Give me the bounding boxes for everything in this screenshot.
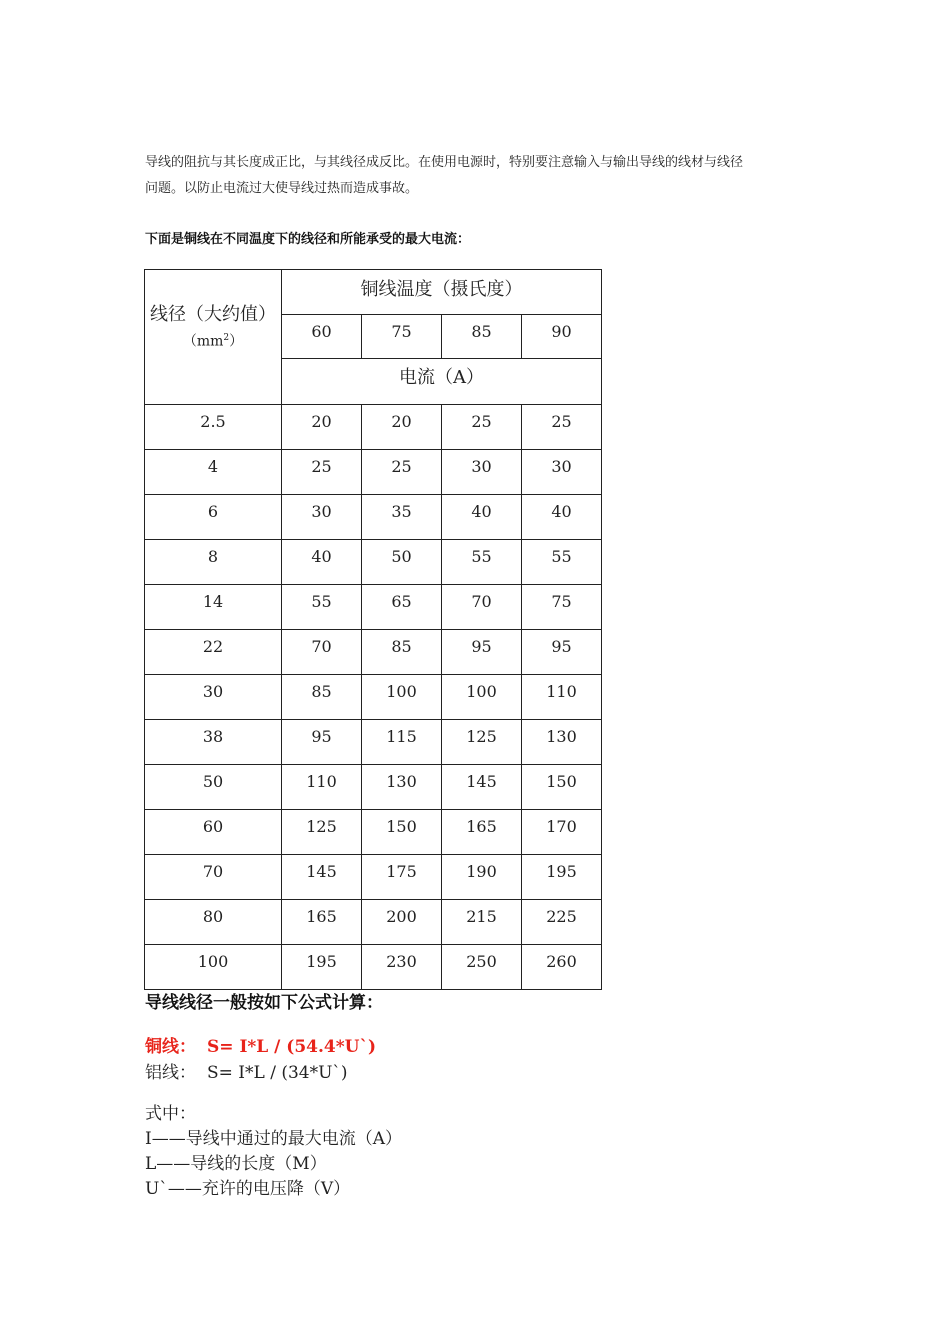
copper-label: 铜线： (145, 1037, 196, 1057)
table-row (145, 855, 602, 900)
current-cell: 25 (282, 450, 362, 495)
current-cell: 85 (282, 675, 362, 720)
current-cell: 125 (442, 720, 522, 765)
current-cell: 110 (282, 765, 362, 810)
aluminum-formula (145, 1058, 348, 1083)
current-cell: 70 (442, 585, 522, 630)
temp-85: 85 (442, 315, 522, 359)
current-cell: 40 (282, 540, 362, 585)
current-cell: 165 (442, 810, 522, 855)
current-cell: 110 (522, 675, 602, 720)
current-cell: 50 (362, 540, 442, 585)
diameter-cell: 4 (145, 450, 282, 495)
diameter-cell: 100 (145, 945, 282, 990)
current-cell: 95 (442, 630, 522, 675)
table-row (145, 405, 602, 450)
current-cell: 190 (442, 855, 522, 900)
table-row (145, 495, 602, 540)
temp-60: 60 (282, 315, 362, 359)
formula-heading: 导线线径一般按如下公式计算： (145, 993, 383, 1013)
current-cell: 150 (362, 810, 442, 855)
table-row (145, 540, 602, 585)
current-cell: 125 (282, 810, 362, 855)
table-header-row (145, 270, 602, 315)
diameter-unit: $(mm^2)$ (182, 333, 244, 350)
current-cell: 30 (522, 450, 602, 495)
copper-wire-current-table (144, 269, 602, 990)
current-cell: 115 (362, 720, 442, 765)
diameter-header (145, 270, 282, 405)
temperature-header: 铜线温度（摄氏度） (282, 270, 602, 315)
current-cell: 150 (522, 765, 602, 810)
diameter-cell: 22 (145, 630, 282, 675)
current-cell: 95 (522, 630, 602, 675)
diameter-cell: 80 (145, 900, 282, 945)
diameter-cell: 70 (145, 855, 282, 900)
intro-paragraph (145, 150, 815, 202)
diameter-cell: 14 (145, 585, 282, 630)
current-cell: 175 (362, 855, 442, 900)
current-cell: 55 (442, 540, 522, 585)
legend-item-voltage-drop: U`——充许的电压降（V） (145, 1179, 351, 1199)
current-cell: 195 (522, 855, 602, 900)
current-cell: 55 (522, 540, 602, 585)
table-row (145, 585, 602, 630)
table-caption: 下面是铜线在不同温度下的线径和所能承受的最大电流： (145, 232, 471, 247)
current-cell: 165 (282, 900, 362, 945)
current-cell: 25 (442, 405, 522, 450)
temp-75: 75 (362, 315, 442, 359)
current-cell: 225 (522, 900, 602, 945)
diameter-cell: 2.5 (145, 405, 282, 450)
current-cell: 215 (442, 900, 522, 945)
current-cell: 200 (362, 900, 442, 945)
current-cell: 170 (522, 810, 602, 855)
legend-title: 式中： (145, 1104, 196, 1124)
diameter-cell: 8 (145, 540, 282, 585)
current-cell: 25 (522, 405, 602, 450)
current-cell: 25 (362, 450, 442, 495)
copper-formula (145, 1032, 376, 1057)
current-cell: 95 (282, 720, 362, 765)
diameter-cell: 60 (145, 810, 282, 855)
table-row (145, 900, 602, 945)
diameter-cell: 30 (145, 675, 282, 720)
diameter-cell: 50 (145, 765, 282, 810)
current-cell: 85 (362, 630, 442, 675)
table-row (145, 450, 602, 495)
table-row (145, 810, 602, 855)
diameter-header-label: 线径（大约值） (150, 304, 276, 325)
diameter-cell: 6 (145, 495, 282, 540)
table-row (145, 675, 602, 720)
current-cell: 145 (442, 765, 522, 810)
current-cell: 130 (522, 720, 602, 765)
legend-item-current: I——导线中通过的最大电流（A） (145, 1129, 402, 1149)
current-cell: 65 (362, 585, 442, 630)
current-cell: 40 (522, 495, 602, 540)
aluminum-label: 铝线： (145, 1063, 196, 1083)
current-cell: 30 (442, 450, 522, 495)
copper-expression: S= I*L / (54.4*U`) (207, 1037, 376, 1057)
current-cell: 55 (282, 585, 362, 630)
current-cell: 145 (282, 855, 362, 900)
diameter-cell: 38 (145, 720, 282, 765)
current-cell: 20 (362, 405, 442, 450)
current-cell: 35 (362, 495, 442, 540)
legend-item-length: L——导线的长度（M） (145, 1154, 327, 1174)
current-cell: 20 (282, 405, 362, 450)
temp-90: 90 (522, 315, 602, 359)
aluminum-expression: S= I*L / (34*U`) (207, 1063, 348, 1083)
current-cell: 30 (282, 495, 362, 540)
current-header: 电流（A） (282, 359, 602, 405)
current-cell: 130 (362, 765, 442, 810)
current-cell: 100 (442, 675, 522, 720)
intro-line-2: 问题。以防止电流过大使导线过热而造成事故。 (145, 181, 419, 196)
formula-legend (145, 1102, 402, 1202)
current-cell: 40 (442, 495, 522, 540)
current-cell: 195 (282, 945, 362, 990)
table-row (145, 630, 602, 675)
table-row (145, 720, 602, 765)
current-cell: 70 (282, 630, 362, 675)
current-cell: 75 (522, 585, 602, 630)
intro-line-1: 导线的阻抗与其长度成正比，与其线径成反比。在使用电源时，特别要注意输入与输出导线的线材与线径 (145, 155, 744, 170)
current-cell: 230 (362, 945, 442, 990)
current-cell: 260 (522, 945, 602, 990)
table-row (145, 765, 602, 810)
current-cell: 250 (442, 945, 522, 990)
table-row (145, 945, 602, 990)
current-cell: 100 (362, 675, 442, 720)
